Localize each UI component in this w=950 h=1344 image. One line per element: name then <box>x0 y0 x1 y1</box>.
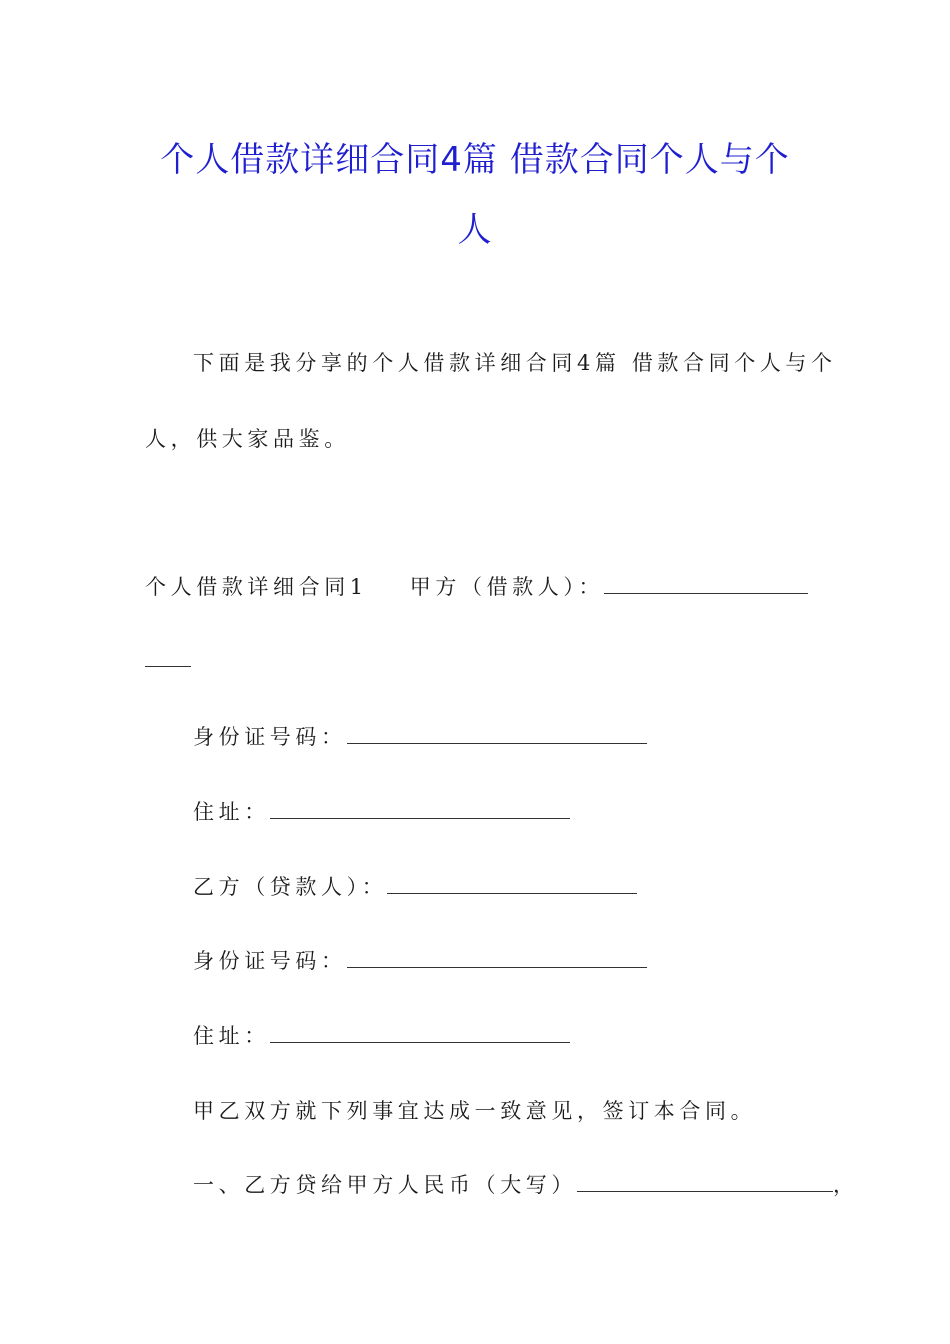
intro-paragraph-line-2: 人，供大家品鉴。 <box>145 427 350 451</box>
party-b-address-line <box>193 1020 570 1050</box>
party-a-address-line <box>193 796 570 826</box>
intro-paragraph-line-1: 下面是我分享的个人借款详细合同4篇 借款合同个人与个 <box>193 351 837 375</box>
party-a-name-field-tail[interactable] <box>145 652 191 667</box>
section-heading: 个人借款详细合同1 <box>145 575 368 599</box>
party-b-label: 乙方（贷款人）： <box>193 875 388 899</box>
party-a-label: 甲方（借款人）： <box>409 575 605 599</box>
party-b-id-field[interactable] <box>347 953 647 968</box>
address-label-b: 住址： <box>193 1024 270 1048</box>
party-b-line <box>193 871 637 901</box>
id-label-a: 身份证号码： <box>193 725 347 749</box>
party-b-name-field[interactable] <box>387 879 637 894</box>
agreement-statement: 甲乙双方就下列事宜达成一致意见，签订本合同。 <box>193 1099 757 1123</box>
party-b-id-line <box>193 945 647 975</box>
party-a-address-field[interactable] <box>270 804 570 819</box>
party-a-name-field[interactable] <box>604 579 808 594</box>
loan-amount-field[interactable] <box>577 1177 833 1192</box>
document-title-line-1: 个人借款详细合同4篇 借款合同个人与个 <box>160 140 790 180</box>
clause-1-comma: ， <box>833 1173 859 1197</box>
clause-1-text: 一、乙方贷给甲方人民币（大写） <box>193 1173 577 1197</box>
party-a-id-line <box>193 721 647 751</box>
clause-1-line <box>193 1169 859 1199</box>
party-a-name-field-continuation <box>145 648 191 672</box>
party-a-line <box>145 571 808 601</box>
address-label-a: 住址： <box>193 800 270 824</box>
id-label-b: 身份证号码： <box>193 949 347 973</box>
party-b-address-field[interactable] <box>270 1028 570 1043</box>
document-title-line-2: 人 <box>457 210 493 250</box>
party-a-id-field[interactable] <box>347 729 647 744</box>
